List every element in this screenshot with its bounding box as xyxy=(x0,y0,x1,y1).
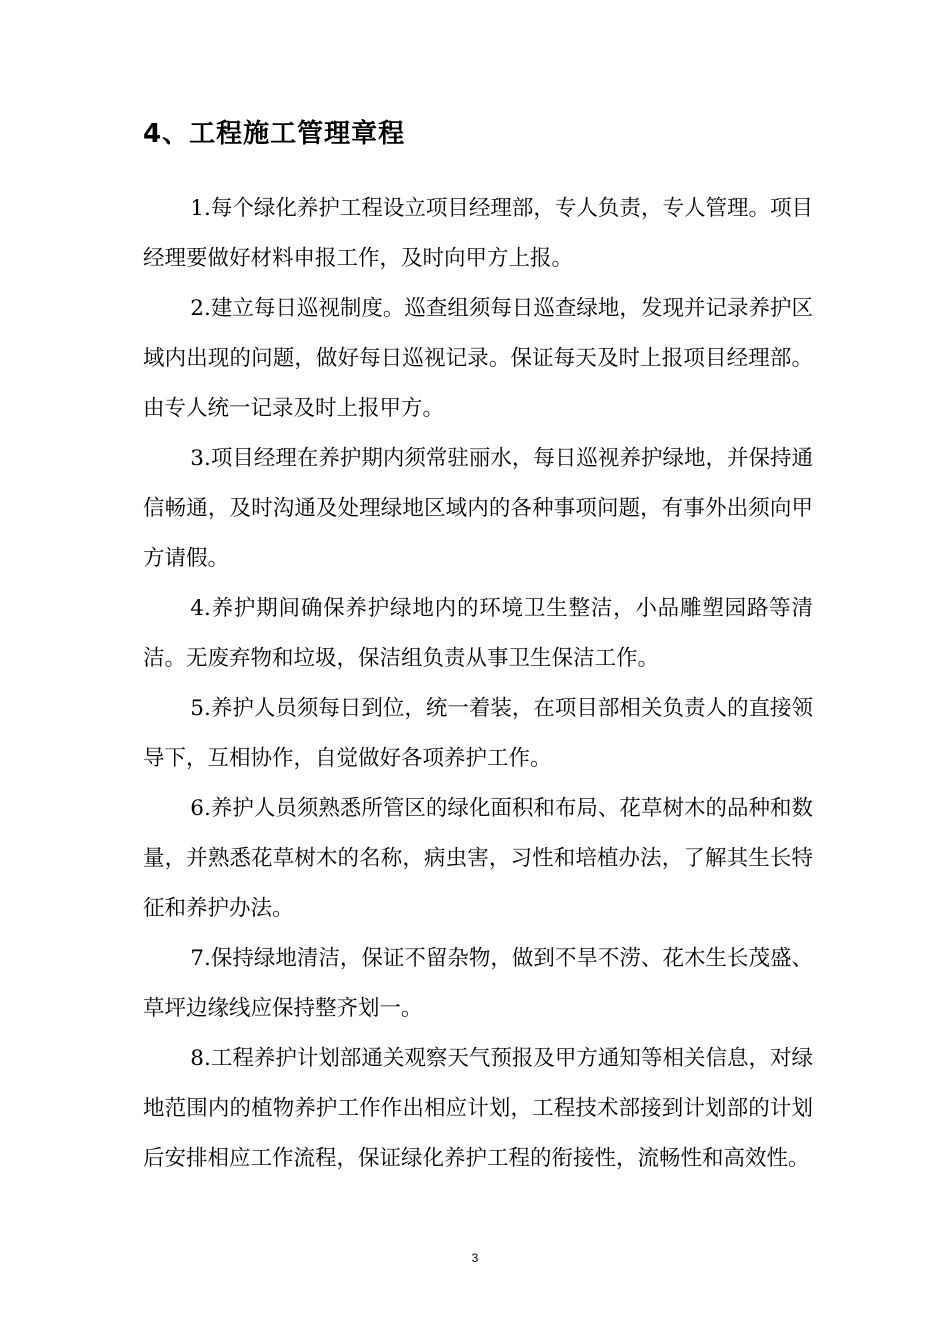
paragraph-4: 4.养护期间确保养护绿地内的环境卫生整洁，小品雕塑园路等清洁。无废弃物和垃圾，保洁组负责从事卫生保洁工作。 xyxy=(143,596,813,671)
paragraph-6: 6.养护人员须熟悉所管区的绿化面积和布局、花草树木的品种和数量，并熟悉花草树木的名称，病虫害，习性和培植办法，了解其生长特征和养护办法。 xyxy=(143,796,813,921)
section-heading: 4、工程施工管理章程 xyxy=(143,119,406,149)
page-number: 3 xyxy=(471,1251,479,1265)
paragraph-5: 5.养护人员须每日到位，统一着装，在项目部相关负责人的直接领导下，互相协作，自觉做好各项养护工作。 xyxy=(143,696,813,771)
paragraph-2: 2.建立每日巡视制度。巡查组须每日巡查绿地，发现并记录养护区域内出现的问题，做好每日巡视记录。保证每天及时上报项目经理部。由专人统一记录及时上报甲方。 xyxy=(143,296,813,421)
paragraph-1: 1.每个绿化养护工程设立项目经理部，专人负责，专人管理。项目经理要做好材料申报工作，及时向甲方上报。 xyxy=(143,196,813,271)
paragraph-8: 8.工程养护计划部通关观察天气预报及甲方通知等相关信息，对绿地范围内的植物养护工作作出相应计划，工程技术部接到计划部的计划后安排相应工作流程，保证绿化养护工程的衔接性，流畅性和高效性。 xyxy=(143,1046,813,1171)
paragraph-7: 7.保持绿地清洁，保证不留杂物，做到不旱不涝、花木生长茂盛、草坪边缘线应保持整齐划一。 xyxy=(143,946,813,1021)
paragraph-3: 3.项目经理在养护期内须常驻丽水，每日巡视养护绿地，并保持通信畅通，及时沟通及处理绿地区域内的各种事项问题，有事外出须向甲方请假。 xyxy=(143,446,813,571)
regulations-body xyxy=(143,184,813,1184)
